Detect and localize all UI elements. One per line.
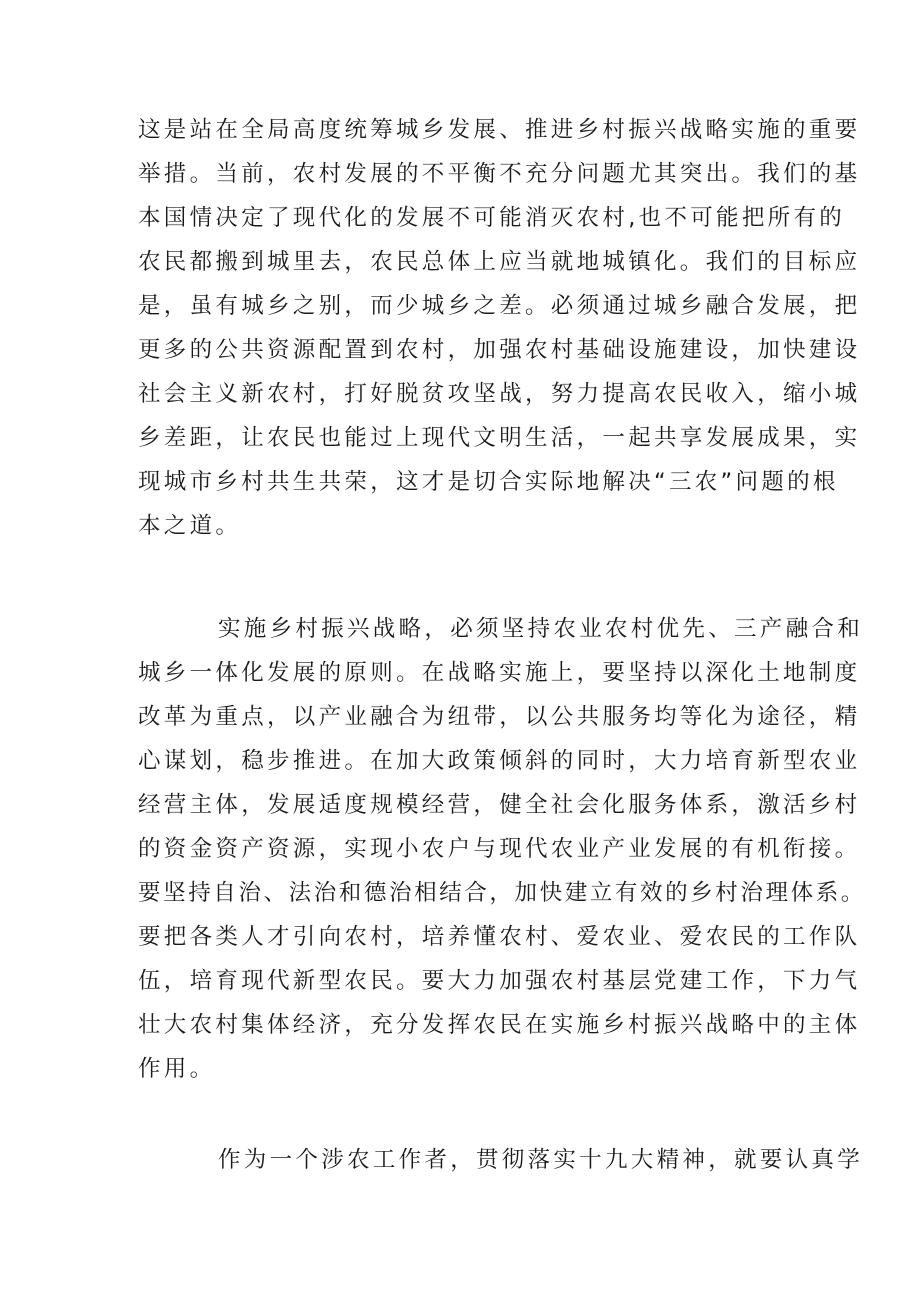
paragraph-2-line-5: 经营主体，发展适度规模经营，健全社会化服务体系，激活乡村 [138, 792, 861, 818]
paragraph-1-line-10: 本之道。 [138, 513, 242, 539]
paragraph-2-line-9: 伍，培育现代新型农民。要大力加强农村基层党建工作，下力气 [138, 968, 861, 994]
paragraph-1-line-9: 现城市乡村共生共荣，这才是切合实际地解决“三农”问题的根 [138, 469, 839, 495]
paragraph-2-line-7: 要坚持自治、法治和德治相结合，加快建立有效的乡村治理体系。 [138, 880, 866, 906]
paragraph-2-line-3: 改革为重点，以产业融合为纽带，以公共服务均等化为途径，精 [138, 704, 861, 730]
paragraph-2-line-6: 的资金资产资源，实现小农户与现代农业产业发展的有机衔接。 [138, 836, 861, 862]
paragraph-1-line-4: 农民都搬到城里去，农民总体上应当就地城镇化。我们的目标应 [138, 249, 861, 275]
paragraph-2-line-4: 心谋划，稳步推进。在加大政策倾斜的同时，大力培育新型农业 [138, 748, 861, 774]
paragraph-3-line-1: 作为一个涉农工作者，贯彻落实十九大精神，就要认真学 [218, 1147, 864, 1173]
paragraph-1-line-2: 举措。当前，农村发展的不平衡不充分问题尤其突出。我们的基 [138, 161, 861, 187]
paragraph-2-line-1: 实施乡村振兴战略，必须坚持农业农村优先、三产融合和 [218, 616, 864, 642]
paragraph-1-line-1: 这是站在全局高度统筹城乡发展、推进乡村振兴战略实施的重要 [138, 117, 861, 143]
paragraph-1-line-7: 社会主义新农村，打好脱贫攻坚战，努力提高农民收入，缩小城 [138, 381, 861, 407]
paragraph-1-line-5: 是，虽有城乡之别，而少城乡之差。必须通过城乡融合发展，把 [138, 293, 861, 319]
paragraph-2-line-11: 作用。 [138, 1056, 216, 1082]
paragraph-2-line-2: 城乡一体化发展的原则。在战略实施上，要坚持以深化土地制度 [138, 660, 861, 686]
paragraph-1-line-6: 更多的公共资源配置到农村，加强农村基础设施建设，加快建设 [138, 337, 861, 363]
paragraph-2-line-10: 壮大农村集体经济，充分发挥农民在实施乡村振兴战略中的主体 [138, 1012, 861, 1038]
paragraph-1-line-8: 乡差距，让农民也能过上现代文明生活，一起共享发展成果，实 [138, 425, 861, 451]
paragraph-1-line-3: 本国情决定了现代化的发展不可能消灭农村,也不可能把所有的 [138, 205, 846, 231]
paragraph-2-line-8: 要把各类人才引向农村，培养懂农村、爱农业、爱农民的工作队 [138, 924, 861, 950]
